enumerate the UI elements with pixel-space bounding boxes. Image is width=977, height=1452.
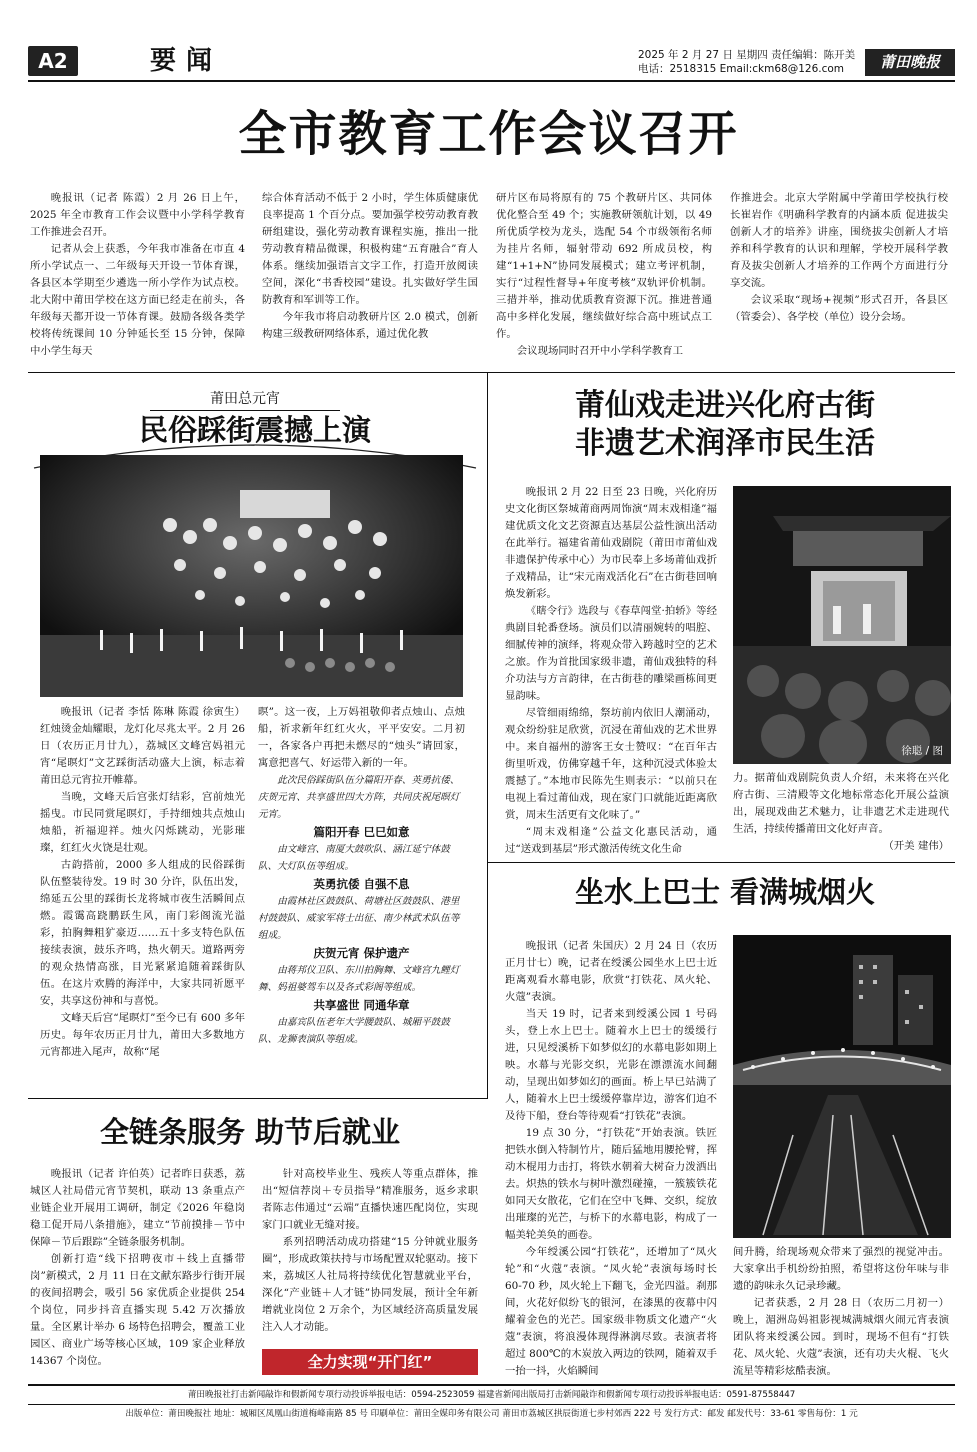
folk-paragraph: 古韵搭前，2000 多人组成的民俗踩街队伍整装待发。19 时 30 分许，队伍出发，绵延五公里的踩街长龙将城市夜生活瞬间点燃。霞霭高跷鹏跃生风，南门彩阁流光溢彩，拍胸舞粗犷豪迈……五十多支特色队伍接续表演，鼓乐齐鸣，热火朝天。道路两旁的观众热情高涨，目光紧紧追随着踩街队伍。在这片欢腾的海洋中，大家共同祈愿平安，共享这份神和与喜悦。 [40, 859, 245, 1007]
bus-paragraph: 19 点 30 分，“打铁花”开始表演。铁匠把铁水倒入特制竹片，随后猛地用腰抡臂，挥动木棍用力击打，将铁水朝着大树奋力泼洒出去。炽热的铁水与树叶激烈碰撞，一簇簇铁花如同天女散花，它们在空中飞舞、交织，绽放出璀璨的光芒，与桥下的水幕电影，构成了一幅美轮美奂的画卷。 [505, 1127, 717, 1241]
folk-section-2 [258, 875, 465, 944]
jobs-column-2 [262, 1166, 478, 1336]
folk-headline: 民俗踩街震撼上演 [138, 413, 371, 447]
lead-paragraph: 今年我市将启动教研片区 2.0 模式，创新构建三级教研网络体系，通过优化教 [262, 311, 478, 340]
opera-headline-line-2: 非遗艺术润泽市民生活 [575, 426, 875, 461]
river-night-illustration [733, 935, 951, 1238]
footer-top-rule [28, 1384, 955, 1386]
lead-column-3 [496, 190, 712, 360]
folk-section-1 [258, 823, 465, 875]
opera-paragraph: 尽管细雨绵绵，祭坊前内依旧人潮涌动，观众纷纷驻足欣赏，沉浸在莆仙戏的艺术世界中。来自福州的游客王女士赞叹：“在百年古街里听戏，仿佛穿越千年，这种沉浸式体验太震撼了。”本地市民陈先生则表示：“以前只在电视上看过莆仙戏，现在家门口就能近距离欣赏，周末生活更有文化味了。” [505, 707, 717, 821]
bus-headline: 坐水上巴士 看满城烟火 [574, 875, 876, 909]
opera-paragraph: 晚报讯 2 月 22 日至 23 日晚，兴化府历史文化街区祭城莆商两周饰演“周末戏相逢”福建优质文化文艺资源直达基层公益性演出活动在此举行。福建省莆仙戏剧院（莆田市莆仙戏非遗保护传承中心）为市民奉上多场莆仙戏折子戏精品，让“宋元南戏活化石”在古街巷回响焕发新彩。 [505, 486, 717, 600]
folk-section-body: 由霞林社区鼓鼓队、荷塘社区鼓鼓队、港里村鼓鼓队、威家军将士出征、南少林武术队伍等组成。 [258, 896, 460, 941]
page-number-badge [28, 46, 78, 76]
folk-section-body: 由嘉宾队伍老年大学腰鼓队、城厢平鼓鼓队、龙狮表演队等组成。 [258, 1017, 450, 1045]
folk-section-title: 庆贺元宵 保护遗产 [313, 946, 410, 960]
date-line: 2025 年 2 月 27 日 星期四 责任编辑：陈开美 [638, 49, 856, 61]
opera-tail-text: 力。据莆仙戏剧院负责人介绍，未来将在兴化府古街、三清殿等文化地标常态化开展公益演出，展现戏曲艺术魅力，让非遗艺术走进现代生活，持续传播莆田文化好声音。 [733, 772, 949, 835]
lead-headline: 全市教育工作会议召开 [238, 106, 739, 162]
jobs-banner [262, 1349, 478, 1375]
lead-bottom-rule [28, 372, 955, 373]
jobs-paragraph: 系列招聘活动成功搭建“15 分钟就业服务圈”，形成政策扶持与市场配置双轮驱动。接下来，荔城区人社局将持续优化智慧就业平台，深化“产业链＋人才链”协同发展，预计全年新增就业岗位 2 万余个，为区域经济高质量发展注入人才动能。 [262, 1236, 478, 1333]
bus-paragraph: 间升腾，给现场观众带来了强烈的视觉冲击。大家拿出手机纷纷拍照，希望将这份年味与非遗的韵味永久记录珍藏。 [733, 1246, 949, 1292]
lead-column-4 [730, 190, 948, 326]
column-divider-vertical [487, 373, 488, 1098]
folk-section-4 [258, 996, 465, 1048]
folk-parade-photo [40, 455, 463, 697]
opera-headline-line-1: 莆仙戏走进兴化府古街 [575, 388, 875, 423]
folk-paragraph: 暝”。这一夜，上万妈祖敬仰者点烛山、点烛船，祈求新年红红火火，平平安安。二月初一，各家各户再把未燃尽的“烛头”请回家，寓意把喜气、好运带入新的一年。 [258, 706, 465, 769]
footer-publisher-line: 出版单位：莆田晚报社 地址：城厢区凤凰山街道梅峰南路 85 号 印刷单位：莆田全媒印务有限公司 莆田市荔城区拱辰街道七步村郊西 222 号 发行方式：邮发 邮发代号：33-61 零售每份：1 元 [125, 1409, 858, 1419]
folk-column-1 [40, 704, 245, 1061]
jobs-column-1 [30, 1166, 245, 1370]
jobs-paragraph: 创新打造“线下招聘夜市＋线上直播带岗”新模式，2 月 11 日在文献东路步行街开展的夜间招聘会，吸引 56 家优质企业提供 254 个岗位，同步抖音直播实现 5.42 万次播放量。全区累计举办 6 场特色招聘会，覆盖工业园区、商业广场等核心区域，109 家企业释放 14367 个岗位。 [30, 1253, 245, 1367]
footer-complaint-line: 莆田晚报社打击新闻敲诈和假新闻专项行动投诉举报电话：0594-2523059 福建省新闻出版局打击新闻敲诈和假新闻专项行动投诉举报电话：0591-87558447 [187, 1390, 796, 1400]
opera-stage-photo [733, 486, 951, 764]
bus-column-2 [733, 1244, 949, 1380]
lead-paragraph: 晚报讯（记者 陈霞）2 月 26 日上午，2025 年全市教育工作会议暨中小学科学教育工作推进会召开。 [30, 192, 245, 238]
opera-tail-paragraph [733, 770, 949, 852]
folk-paragraph: 晚报讯（记者 李恬 陈琳 陈霞 徐寅生）红烛烫金灿耀眼，龙灯化尽兆太平。2 月 26 日（农历正月廿九），荔城区文峰宫妈祖元宵“尾暝灯”文艺踩街活动盛大上演，标志着莆田总元宵拉开帷幕。 [40, 706, 245, 786]
folk-paragraph: 当晚，文峰天后宫张灯结彩，宫前烛光摇曳。市民同赏尾暝灯，手持细烛共点烛山烛船，祈福迎祥。烛火闪烁跳动，光影璀璨，红红火火饶是壮观。 [40, 791, 245, 854]
folk-section-body: 由蒋邦仪卫队、东川拍胸舞、文峰宫九鲤灯舞、妈祖婆驾车以及各式彩阁等组成。 [258, 965, 460, 993]
logo-text: 莆田晚报 [879, 53, 940, 71]
newspaper-logo [865, 49, 955, 76]
lead-paragraph: 会议采取“现场+视频”形式召开，各县区（管委会）、各学校（单位）设分会场。 [730, 294, 948, 323]
contact-line: 电话：2518315 Email:ckm68@126.com [638, 63, 845, 75]
folk-section-3 [258, 944, 465, 996]
masthead-rule [28, 80, 955, 82]
lead-paragraph: 研片区布局将原有的 75 个教研片区、共同体优化整合至 49 个；实施教研领航计划，以 49 所优质学校为龙头，选配 54 个市级领衔名师为挂片名师，辐射带动 692 所成员校，构建“1+1+N”协同发展模式；建立考评机制，实行“过程性督导+年度考核”双轨评价机制。三措并举，推动优质教育资源下沉。推进普通高中多样化发展，继续做好综合高中班试点工作。 [496, 192, 712, 340]
section-title: 要闻 [150, 46, 223, 76]
jobs-paragraph: 针对高校毕业生、残疾人等重点群体，推出“短信荐岗＋专员指导”精准服务，返乡求职者陈志伟通过“云端”直播快速匹配岗位，实现家门口就业无缝对接。 [262, 1168, 478, 1231]
opera-tail-column [733, 770, 949, 855]
bus-paragraph: 晚报讯（记者 朱国庆）2 月 24 日（农历正月廿七）晚，记者在绶溪公园坐水上巴士近距离观看水幕电影，欣赏“打铁花、凤火轮、火蔻”表演。 [505, 940, 717, 1003]
jobs-top-rule [28, 1098, 488, 1099]
lead-paragraph: 记者从会上获悉，今年我市准备在市直 4 所小学试点一、二年级每天开设一节体育课，各县区本学期至少遴选一所小学作为试点校。北大附中莆田学校在这方面已经走在前头，各年级每天都开设一节体育课。鼓励各级各类学校将传统课间 10 分钟延长至 15 分钟，保障中小学生每天 [30, 243, 245, 357]
opera-byline: （开美 建伟） [883, 840, 949, 852]
opera-paragraph: 《瞎令行》选段与《春草闯堂·拍轿》等经典剧目轮番登场。演员们以清丽婉转的唱腔、细腻传神的演绎，将观众带入跨越时空的艺术之旅。作为首批国家级非遗，莆仙戏独特的科介功法与方言韵律，在古街巷的雕梁画栋间更显韵味。 [505, 605, 717, 702]
lead-column-1 [30, 190, 245, 360]
folk-column-2 [258, 704, 465, 1048]
folk-kicker: 莆田总元宵 [210, 391, 280, 407]
opera-photo-credit: 徐聪 / 图 [901, 745, 943, 757]
lead-column-2 [262, 190, 478, 343]
bus-paragraph: 今年绶溪公园“打铁花”，还增加了“凤火轮”和“火蔻”表演。“凤火轮”表演每场时长 60-70 秒，凤火轮上下翻飞，金光四溢。刹那间，火花好似纷飞的银河，在漆黑的夜幕中闪耀着金色的光芒。国家级非物质文化遗产“火蔻”表演，将浪漫体现得淋漓尽致。表演者将超过 800℃的木炭放入两边的铁网，随着双手一抬一抖，火焰瞬间 [505, 1246, 717, 1377]
lead-paragraph: 综合体育活动不低于 2 小时，学生体质健康优良率提高 1 个百分点。要加强学校劳动教育教研组建设，强化劳动教育课程实施，推出一批劳动教育精品微课，积极构建“五育融合”育人体系。继续加强语言文字工作，打造开放阅读空间，深化“书香校园”建设。扎实做好学生国防教育和军训等工作。 [262, 192, 478, 306]
page-number: A2 [38, 49, 68, 73]
water-bus-night-photo [733, 935, 951, 1238]
jobs-banner-text: 全力实现“开门红” [307, 1353, 433, 1371]
opera-column-1 [505, 484, 717, 858]
bus-paragraph: 当天 19 时，记者来到绶溪公园 1 号码头，登上水上巴士。随着水上巴士的缓缓行进，只见绶溪桥下如梦似幻的水幕电影如期上映。水幕与光影交织，光影在漂漂流水间翻动，呈现出如梦如幻的画面。桥上早已站满了人，随着水上巴士缓缓停靠岸边，游客们迫不及待下船，登台等待观看“打铁花”表演。 [505, 1008, 717, 1122]
bus-paragraph: 记者获悉，2 月 28 日（农历二月初一）晚上，湄洲岛妈祖影视城满城烟火闹元宵表演团队将来绶溪公园。到时，现场不但有“打铁花、凤火轮、火蔻”表演，还有功夫火棍、飞火流星等精彩炫酷表演。 [733, 1297, 949, 1377]
folk-route-note: 此次民俗踩街队伍分篇阳开春、英勇抗倭、庆贺元宵、共享盛世四大方阵，共同庆祝尾暝灯元宵。 [258, 775, 460, 820]
folk-section-title: 共享盛世 同通华章 [313, 998, 410, 1012]
opera-paragraph: “周末戏相逢”公益文化惠民活动，通过“送戏到基层”形式激活传统文化生命 [505, 826, 717, 855]
folk-section-title: 英勇抗倭 自强不息 [313, 877, 410, 891]
footer-mid-rule [28, 1404, 955, 1405]
lead-paragraph: 作推进会。北京大学附属中学莆田学校执行校长崔岩作《明确科学教育的内涵本质 促进拔尖创新人才的培养》讲座，围绕拔尖创新人才培养和科学教育的认识和理解，学校开展科学教育及拔尖创新人才培养的工作两个方面进行分享交流。 [730, 192, 948, 289]
lantern-stage-illustration [40, 455, 463, 697]
jobs-headline: 全链条服务 助节后就业 [99, 1115, 401, 1149]
folk-section-title: 篇阳开春 巳巳如意 [313, 825, 410, 839]
folk-paragraph: 文峰天后宫“尾暝灯”至今已有 600 多年历史。每年农历正月廿九，莆田大多数地方元宵都进入尾声，故称“尾 [40, 1012, 245, 1058]
lead-paragraph: 会议现场同时召开中小学科学教育工 [516, 345, 684, 357]
bus-column-1 [505, 938, 717, 1380]
jobs-paragraph: 晚报讯（记者 许伯英）记者昨日获悉，荔城区人社局借元宵节契机，联动 13 条重点产业链企业开展用工调研，制定《2026 年稳岗稳工促开局八条措施》，建立“节前摸排－节中保障－节后跟踪”全链条服务机制。 [30, 1168, 245, 1248]
opera-bottom-rule [488, 862, 955, 863]
opera-stage-illustration [733, 486, 951, 764]
folk-section-body: 由文峰宫、南厦大鼓吹队、涵江延宁体鼓队、大灯队伍等组成。 [258, 844, 450, 872]
